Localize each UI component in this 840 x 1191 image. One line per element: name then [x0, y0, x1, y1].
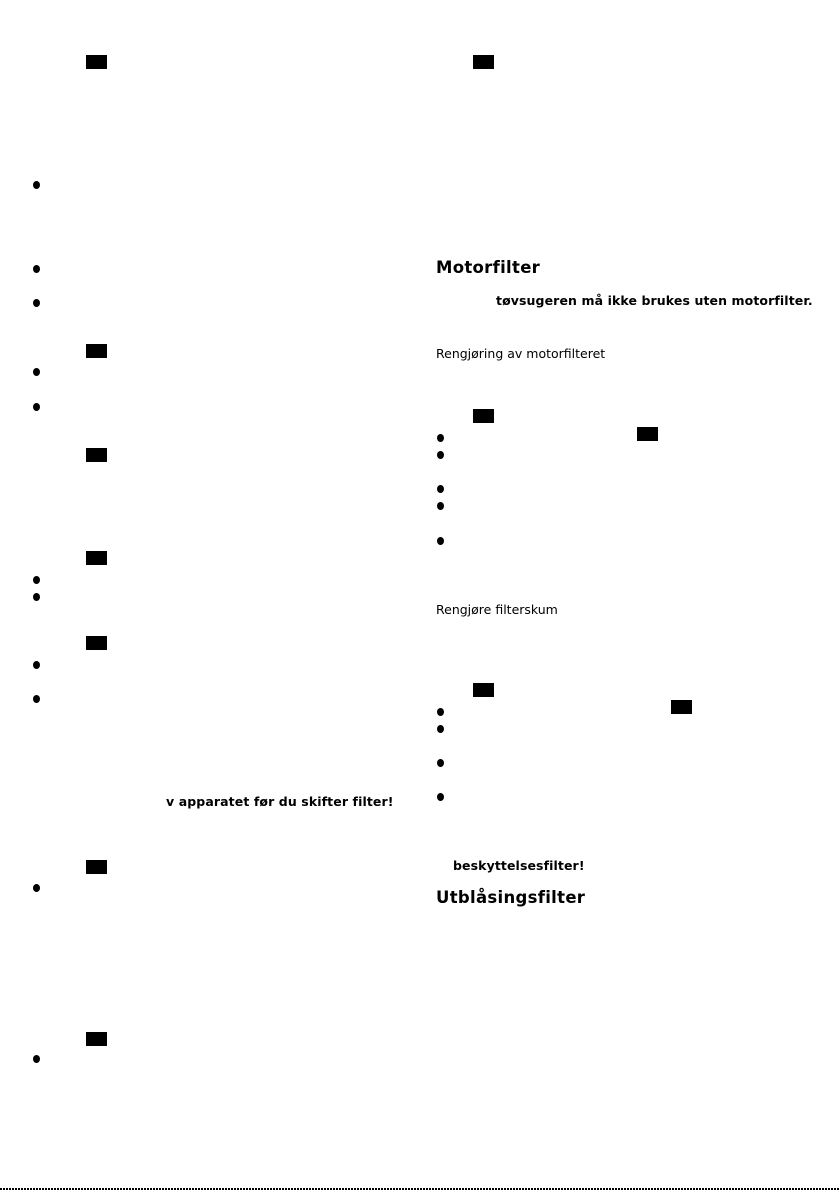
motor-warning: tøvsugeren må ikke brukes uten motorfilter. [496, 293, 813, 308]
step-marker [86, 55, 107, 69]
heading-motorfilter: Motorfilter [436, 258, 541, 277]
bullet-icon [437, 793, 444, 801]
step-marker [86, 636, 107, 650]
heading-rengjore-filterskum: Rengjøre filterskum [436, 602, 558, 617]
bullet-icon [33, 661, 40, 669]
bullet-icon [437, 451, 444, 459]
protection-filter: beskyttelsesfilter! [453, 858, 585, 873]
bullet-icon [33, 576, 40, 584]
bullet-icon [33, 299, 40, 307]
bullet-icon [33, 368, 40, 376]
bullet-icon [33, 884, 40, 892]
heading-rengjoring-motorfilter: Rengjøring av motorfilteret [436, 346, 606, 361]
filter-change-warning: v apparatet før du skifter filter! [166, 794, 394, 809]
step-marker [86, 448, 107, 462]
step-marker [86, 551, 107, 565]
bullet-icon [437, 485, 444, 493]
bullet-icon [33, 695, 40, 703]
bullet-icon [437, 708, 444, 716]
bullet-icon [437, 725, 444, 733]
bullet-icon [33, 1055, 40, 1063]
bullet-icon [437, 537, 444, 545]
step-marker [473, 683, 494, 697]
bullet-icon [33, 593, 40, 601]
heading-utblasingsfilter: Utblåsingsfilter [436, 888, 586, 907]
bullet-icon [437, 502, 444, 510]
bullet-icon [437, 434, 444, 442]
bullet-icon [33, 403, 40, 411]
step-marker [86, 344, 107, 358]
step-marker [86, 860, 107, 874]
bullet-icon [437, 759, 444, 767]
step-marker [473, 409, 494, 423]
step-marker [637, 427, 658, 441]
step-marker [473, 55, 494, 69]
step-marker [671, 700, 692, 714]
bullet-icon [33, 265, 40, 273]
step-marker [86, 1032, 107, 1046]
bullet-icon [33, 181, 40, 189]
bottom-divider [0, 1188, 840, 1190]
